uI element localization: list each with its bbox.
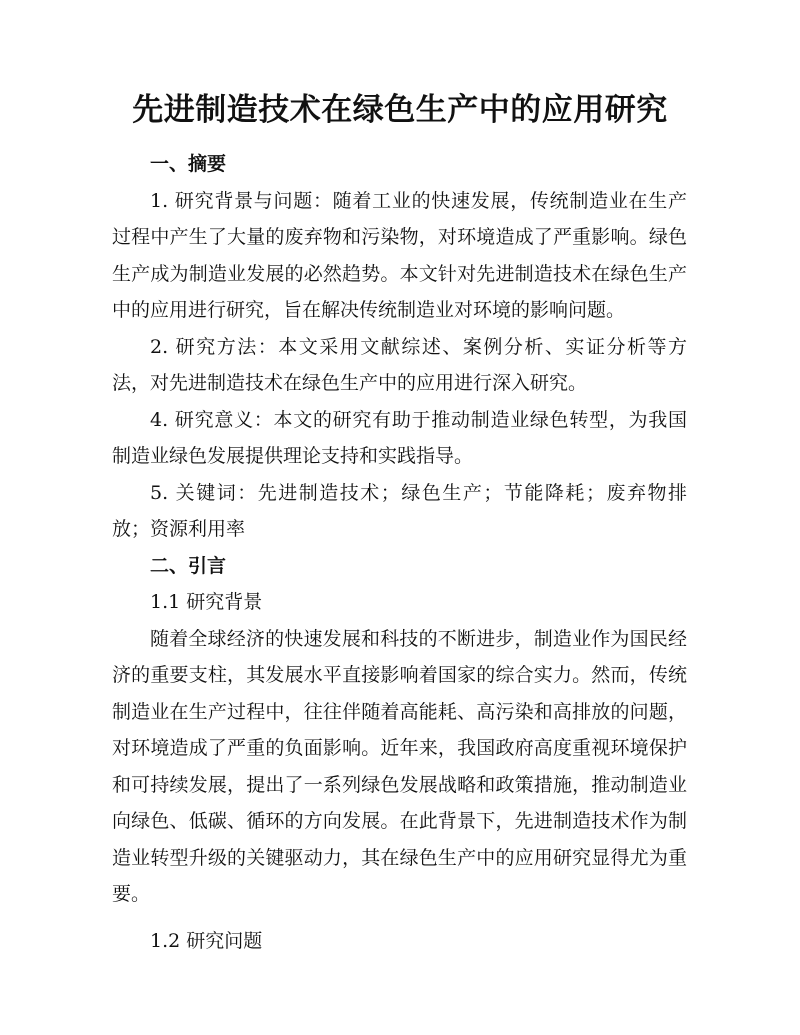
abstract-paragraph-keywords: 5. 关键词：先进制造技术；绿色生产；节能降耗；废弃物排放；资源利用率 xyxy=(112,481,687,540)
abstract-paragraph-background: 1. 研究背景与问题：随着工业的快速发展，传统制造业在生产过程中产生了大量的废弃物和污染物，对环境造成了严重影响。绿色生产成为制造业发展的必然趋势。本文针对先进制造技术在绿色生产中的应用进行研究，旨在解决传统制造业对环境的影响问题。 xyxy=(112,189,687,321)
document-title: 先进制造技术在绿色生产中的应用研究 xyxy=(132,92,668,128)
section-heading-abstract: 一、摘要 xyxy=(150,153,227,175)
subsection-heading-research-question: 1.2 研究问题 xyxy=(150,929,263,952)
subsection-heading-background: 1.1 研究背景 xyxy=(150,591,263,613)
abstract-paragraph-methods: 2. 研究方法：本文采用文献综述、案例分析、实证分析等方法，对先进制造技术在绿色生产中的应用进行深入研究。 xyxy=(112,335,687,394)
document-body xyxy=(112,146,687,959)
abstract-paragraph-significance: 4. 研究意义：本文的研究有助于推动制造业绿色转型，为我国制造业绿色发展提供理论支持和实践指导。 xyxy=(112,408,687,467)
introduction-paragraph-background: 随着全球经济的快速发展和科技的不断进步，制造业作为国民经济的重要支柱，其发展水平直接影响着国家的综合实力。然而，传统制造业在生产过程中，往往伴随着高能耗、高污染和高排放的问题，对环境造成了严重的负面影响。近年来，我国政府高度重视环境保护和可持续发展，提出了一系列绿色发展战略和政策措施，推动制造业向绿色、低碳、循环的方向发展。在此背景下，先进制造技术作为制造业转型升级的关键驱动力，其在绿色生产中的应用研究显得尤为重要。 xyxy=(112,627,687,905)
section-heading-introduction: 二、引言 xyxy=(150,554,227,577)
